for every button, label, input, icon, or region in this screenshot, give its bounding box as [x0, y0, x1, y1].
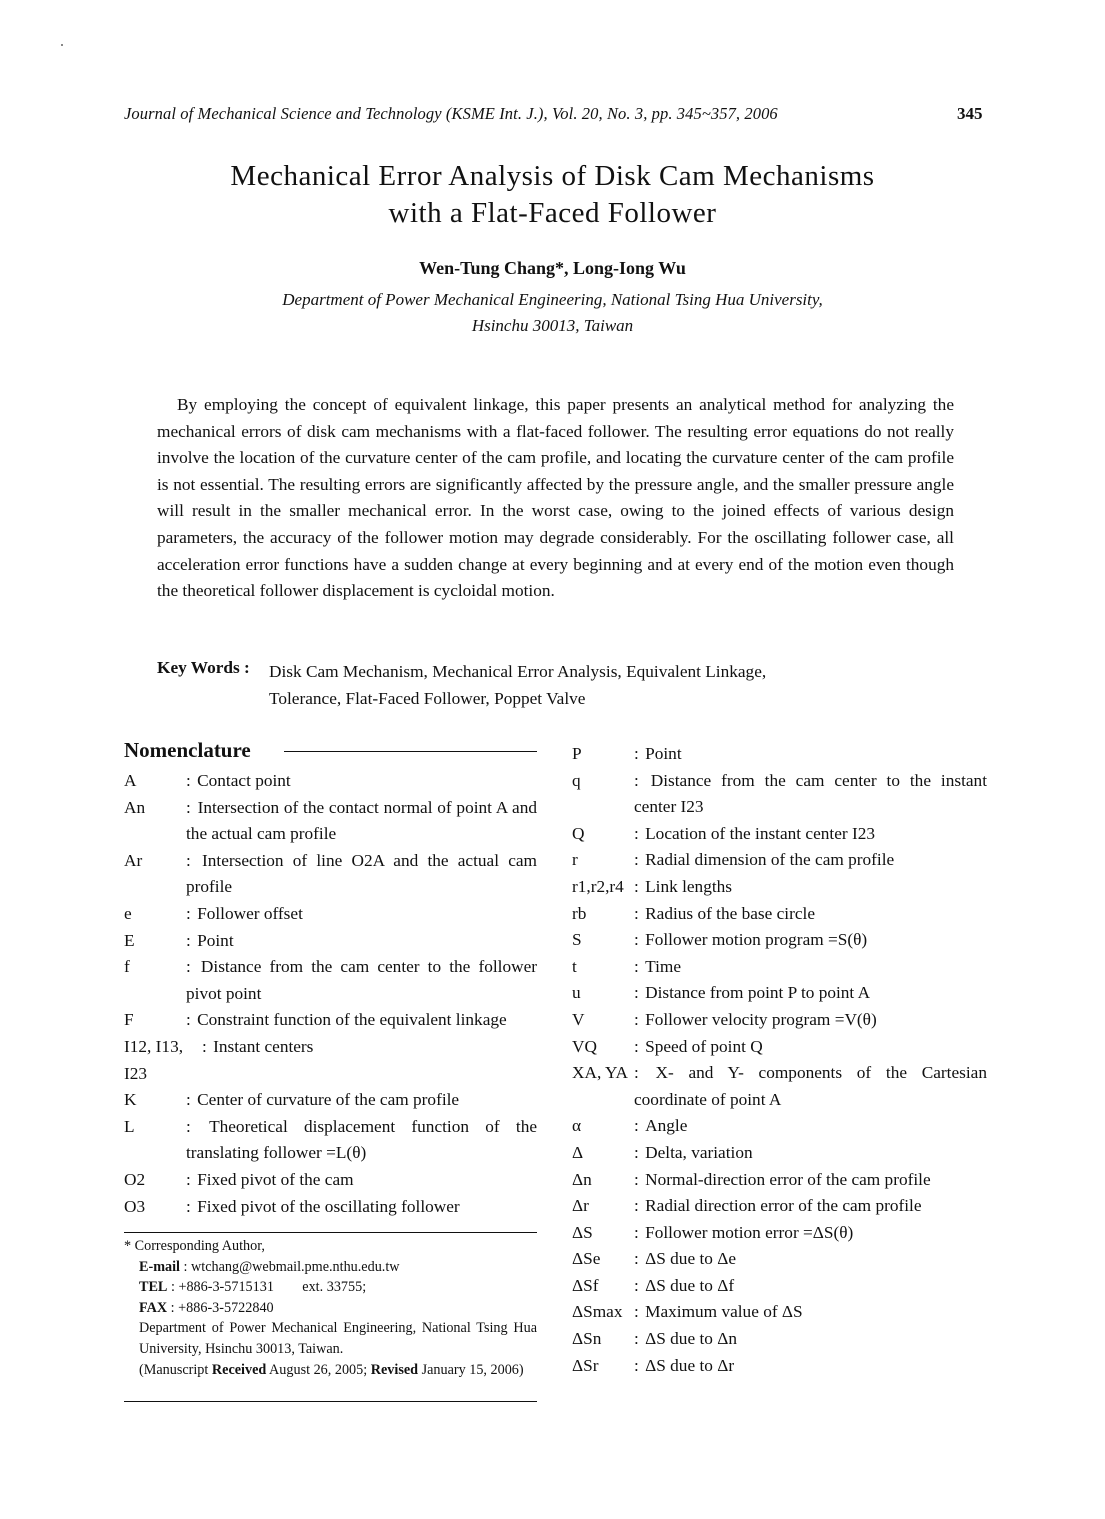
nomenclature-symbol: ΔSf: [572, 1275, 599, 1295]
nomenclature-rule: [284, 751, 537, 752]
nomenclature-entry: [124, 1167, 537, 1194]
nomenclature-entry: [572, 821, 987, 848]
separator: :: [634, 1116, 644, 1136]
nomenclature-definition: [634, 1140, 987, 1167]
nomenclature-definition: [186, 1167, 537, 1194]
nomenclature-entry: [572, 874, 987, 901]
nomenclature-entry: [572, 847, 987, 874]
definition-text: Radius of the base circle: [645, 903, 815, 923]
keywords-line-2: Tolerance, Flat-Faced Follower, Poppet Valve: [269, 689, 586, 708]
definition-text: ΔS due to Δn: [645, 1329, 737, 1349]
separator: :: [186, 771, 196, 790]
nomenclature-definition: [634, 1193, 987, 1220]
separator: :: [634, 956, 644, 976]
keywords-line-1: Disk Cam Mechanism, Mechanical Error Analysis, Equivalent Linkage,: [269, 662, 767, 681]
nomenclature-symbol: E: [124, 930, 135, 950]
separator: :: [634, 1196, 644, 1216]
page-number: 345: [957, 104, 983, 123]
separator: :: [202, 1036, 212, 1056]
nomenclature-entry: [572, 1034, 987, 1061]
definition-text: Follower motion error =ΔS(θ): [645, 1222, 854, 1242]
separator: :: [186, 930, 196, 950]
nomenclature-entry: [572, 1007, 987, 1034]
nomenclature-definition: [634, 847, 987, 874]
nomenclature-entry: [124, 1007, 537, 1034]
separator: :: [186, 1010, 196, 1030]
nomenclature-entry: [572, 1193, 987, 1220]
nomenclature-definition: [634, 1299, 987, 1326]
email-address: wtchang@webmail.pme.nthu.edu.tw: [191, 1258, 400, 1275]
definition-text: Location of the instant center I23: [645, 823, 875, 843]
nomenclature-entry: [572, 1220, 987, 1247]
nomenclature-symbol: Ar: [124, 850, 143, 870]
definition-text: Distance from point P to point A: [645, 983, 871, 1003]
nomenclature-definition: [634, 901, 987, 928]
nomenclature-entry: [124, 768, 537, 795]
scan-speck: [61, 44, 63, 46]
definition-text: ΔS due to Δr: [645, 1355, 735, 1375]
separator: :: [634, 744, 644, 763]
footnote-manuscript: (Manuscript Received August 26, 2005; Revised January 15, 2006): [139, 1361, 524, 1378]
nomenclature-definition: [634, 1113, 987, 1140]
definition-text: ΔS due to Δe: [645, 1249, 736, 1269]
title-line-1: Mechanical Error Analysis of Disk Cam Mechanisms: [230, 160, 875, 192]
footnote-rule: [124, 1232, 537, 1233]
nomenclature-definition: [634, 821, 987, 848]
nomenclature-entry: [124, 795, 537, 848]
nomenclature-entry: [572, 927, 987, 954]
separator: :: [634, 1222, 644, 1242]
nomenclature-symbol: K: [124, 1090, 137, 1110]
nomenclature-entry: [124, 1034, 537, 1087]
nomenclature-symbol: S: [572, 930, 582, 950]
affiliation: [0, 287, 1105, 339]
separator: :: [634, 930, 644, 950]
definition-text: Maximum value of ΔS: [645, 1302, 803, 1322]
nomenclature-entry: [572, 1167, 987, 1194]
affiliation-line-1: Department of Power Mechanical Engineering, National Tsing Hua University,: [282, 290, 823, 309]
footnote-email: E-mail : wtchang@webmail.pme.nthu.edu.tw: [139, 1258, 400, 1275]
separator: :: [634, 903, 644, 923]
nomenclature-definition: [186, 928, 537, 955]
definition-text: Follower motion program =S(θ): [645, 930, 868, 950]
nomenclature-definition: [634, 1220, 987, 1247]
nomenclature-symbol: Q: [572, 823, 585, 843]
definition-text: Speed of point Q: [645, 1036, 763, 1056]
nomenclature-symbol: L: [124, 1116, 135, 1136]
nomenclature-definition: [634, 874, 987, 901]
separator: :: [634, 1036, 644, 1056]
definition-text: Follower offset: [197, 903, 303, 923]
separator: :: [634, 983, 644, 1003]
nomenclature-definition: [186, 954, 537, 1007]
nomenclature-entry: [124, 1114, 537, 1167]
nomenclature-definition: [634, 1273, 987, 1300]
nomenclature-definition: [634, 1326, 987, 1353]
nomenclature-entry: [572, 1326, 987, 1353]
separator: :: [634, 1355, 644, 1375]
nomenclature-entry: [572, 954, 987, 981]
separator: :: [634, 1275, 644, 1295]
nomenclature-definition: [186, 795, 537, 848]
nomenclature-symbol: α: [572, 1116, 582, 1136]
definition-text: Contact point: [197, 771, 291, 790]
nomenclature-definition: [634, 980, 987, 1007]
nomenclature-symbol: An: [124, 797, 146, 817]
nomenclature-symbol: ΔSn: [572, 1329, 602, 1349]
nomenclature-entry: [572, 1060, 987, 1113]
nomenclature-symbol: VQ: [572, 1036, 597, 1056]
nomenclature-definition: [186, 848, 537, 901]
title-line-2: with a Flat-Faced Follower: [388, 197, 717, 229]
nomenclature-symbol: ΔS: [572, 1222, 593, 1242]
footnote: [124, 1236, 537, 1380]
footnote-corresponding: * Corresponding Author,: [124, 1238, 265, 1254]
nomenclature-definition: [634, 1167, 987, 1194]
nomenclature-definition: [634, 1007, 987, 1034]
separator: :: [186, 903, 196, 923]
nomenclature-symbol: rb: [572, 903, 587, 923]
definition-text: Radial dimension of the cam profile: [645, 850, 895, 870]
separator: :: [186, 1169, 196, 1189]
nomenclature-symbol: Δn: [572, 1169, 592, 1189]
definition-text: X- and Y- components of the Cartesian coordinate of point A: [634, 1063, 987, 1109]
nomenclature-entry: [124, 901, 537, 928]
nomenclature-definition: [634, 1034, 987, 1061]
separator: :: [634, 1249, 644, 1269]
nomenclature-definition: [186, 1194, 537, 1221]
separator: :: [186, 1116, 208, 1136]
keywords-label: Key Words :: [157, 658, 250, 677]
nomenclature-definition: [634, 741, 987, 768]
definition-text: Fixed pivot of the oscillating follower: [197, 1196, 460, 1216]
nomenclature-definition: [186, 1007, 537, 1034]
nomenclature-symbol: f: [124, 957, 130, 977]
definition-text: Follower velocity program =V(θ): [645, 1009, 877, 1029]
nomenclature-entry: [124, 1194, 537, 1221]
separator: :: [634, 876, 644, 896]
separator: :: [634, 1009, 644, 1029]
separator: :: [634, 1063, 654, 1083]
affiliation-line-2: Hsinchu 30013, Taiwan: [471, 316, 634, 335]
nomenclature-definition: [186, 901, 537, 928]
definition-text: Radial direction error of the cam profile: [645, 1196, 922, 1216]
nomenclature-entry: [124, 954, 537, 1007]
definition-text: Point: [197, 930, 234, 950]
nomenclature-entry: [572, 1246, 987, 1273]
separator: :: [634, 1169, 644, 1189]
nomenclature-heading: Nomenclature: [124, 738, 251, 762]
nomenclature-definition: [634, 954, 987, 981]
nomenclature-symbol: Δ: [572, 1142, 584, 1162]
separator: :: [186, 957, 199, 977]
nomenclature-entry: [572, 1113, 987, 1140]
definition-text: Fixed pivot of the cam: [197, 1169, 354, 1189]
definition-text: ΔS due to Δf: [645, 1275, 735, 1295]
nomenclature-entry: [572, 980, 987, 1007]
separator: :: [186, 850, 200, 870]
nomenclature-symbol: ΔSe: [572, 1249, 601, 1269]
definition-text: Normal-direction error of the cam profile: [645, 1169, 931, 1189]
footnote-tel: TEL : +886-3-5715131 ext. 33755;: [139, 1279, 367, 1296]
nomenclature-symbol: ΔSmax: [572, 1302, 623, 1322]
nomenclature-entry: [572, 901, 987, 928]
paper-title: [0, 158, 1105, 232]
footnote-fax: FAX : +886-3-5722840: [139, 1299, 274, 1316]
nomenclature-entry: [572, 1273, 987, 1300]
nomenclature-entry: [124, 1087, 537, 1114]
nomenclature-definition: [634, 1246, 987, 1273]
nomenclature-definition: [634, 927, 987, 954]
separator: :: [186, 1196, 196, 1216]
nomenclature-symbol: O2: [124, 1169, 146, 1189]
nomenclature-definition: [186, 768, 537, 795]
definition-text: Distance from the cam center to the follower pivot point: [186, 957, 537, 1003]
separator: :: [634, 1142, 644, 1162]
separator: :: [634, 1302, 644, 1322]
nomenclature-symbol: V: [572, 1009, 585, 1029]
nomenclature-entry: [124, 928, 537, 955]
nomenclature-entry: [572, 1299, 987, 1326]
nomenclature-definition: [202, 1034, 537, 1087]
definition-text: Constraint function of the equivalent linkage: [197, 1010, 507, 1030]
definition-text: Angle: [645, 1116, 688, 1136]
keywords: [269, 658, 949, 712]
abstract: By employing the concept of equivalent linkage, this paper presents an analytical method for analyzing the mechanical errors of disk cam mechanisms with a flat-faced follower. The resulting error equations do not really involve the location of the curvature center of the cam profile, and locating the curvature center of the cam profile is not essential. The resulting errors are significantly affected by the pressure angle, and the smaller pressure angle will result in the smaller mechanical error. In the worst case, owing to the joined effects of various design parameters, the accuracy of the follower motion may degrade considerably. For the oscillating follower case, all acceleration error functions have a sudden change at every beginning and at every end of the motion even though the theoretical follower displacement is cycloidal motion.: [157, 395, 954, 601]
separator: :: [634, 850, 644, 870]
nomenclature-definition: [634, 1353, 987, 1380]
definition-text: Intersection of line O2A and the actual cam profile: [186, 850, 537, 897]
nomenclature-right-column: [572, 741, 987, 1379]
nomenclature-entry: [572, 1140, 987, 1167]
nomenclature-symbol: F: [124, 1010, 134, 1030]
nomenclature-symbol: Δr: [572, 1196, 589, 1216]
separator: :: [186, 1090, 196, 1110]
definition-text: Time: [645, 956, 681, 976]
nomenclature-symbol: r1,r2,r4: [572, 876, 624, 896]
definition-text: Link lengths: [645, 876, 733, 896]
definition-text: Delta, variation: [645, 1142, 753, 1162]
nomenclature-symbol: I12, I13, I23: [124, 1036, 184, 1083]
nomenclature-symbol: P: [572, 744, 582, 763]
separator: :: [186, 797, 196, 817]
nomenclature-definition: [634, 1060, 987, 1113]
nomenclature-symbol: XA, YA: [572, 1063, 629, 1083]
nomenclature-symbol: u: [572, 983, 581, 1003]
footnote-address: Department of Power Mechanical Engineering, National Tsing Hua University, Hsinchu 30013, Taiwan.: [139, 1320, 537, 1357]
authors: Wen-Tung Chang*, Long-Iong Wu: [419, 258, 686, 278]
nomenclature-entry: [572, 768, 987, 821]
nomenclature-entry: [124, 848, 537, 901]
nomenclature-symbol: A: [124, 771, 137, 790]
nomenclature-symbol: e: [124, 903, 132, 923]
nomenclature-symbol: r: [572, 850, 578, 870]
separator: :: [634, 770, 649, 790]
nomenclature-definition: [186, 1114, 537, 1167]
nomenclature-symbol: O3: [124, 1196, 146, 1216]
journal-header: Journal of Mechanical Science and Technology (KSME Int. J.), Vol. 20, No. 3, pp. 345~357, 2006: [124, 104, 778, 123]
nomenclature-definition: [634, 768, 987, 821]
definition-text: Center of curvature of the cam profile: [197, 1090, 460, 1110]
nomenclature-symbol: q: [572, 770, 581, 790]
separator: :: [634, 1329, 644, 1349]
nomenclature-symbol: t: [572, 956, 577, 976]
separator: :: [634, 823, 644, 843]
definition-text: Theoretical displacement function of the translating follower =L(θ): [186, 1116, 538, 1163]
definition-text: Intersection of the contact normal of point A and the actual cam profile: [186, 797, 537, 844]
nomenclature-symbol: ΔSr: [572, 1355, 599, 1375]
nomenclature-left-column: [124, 768, 537, 1220]
definition-text: Point: [645, 744, 682, 763]
footnote-bottom-rule: [124, 1401, 537, 1402]
nomenclature-definition: [186, 1087, 537, 1114]
definition-text: Instant centers: [213, 1036, 314, 1056]
nomenclature-entry: [572, 741, 987, 768]
nomenclature-entry: [572, 1353, 987, 1380]
definition-text: Distance from the cam center to the instant center I23: [634, 770, 988, 817]
